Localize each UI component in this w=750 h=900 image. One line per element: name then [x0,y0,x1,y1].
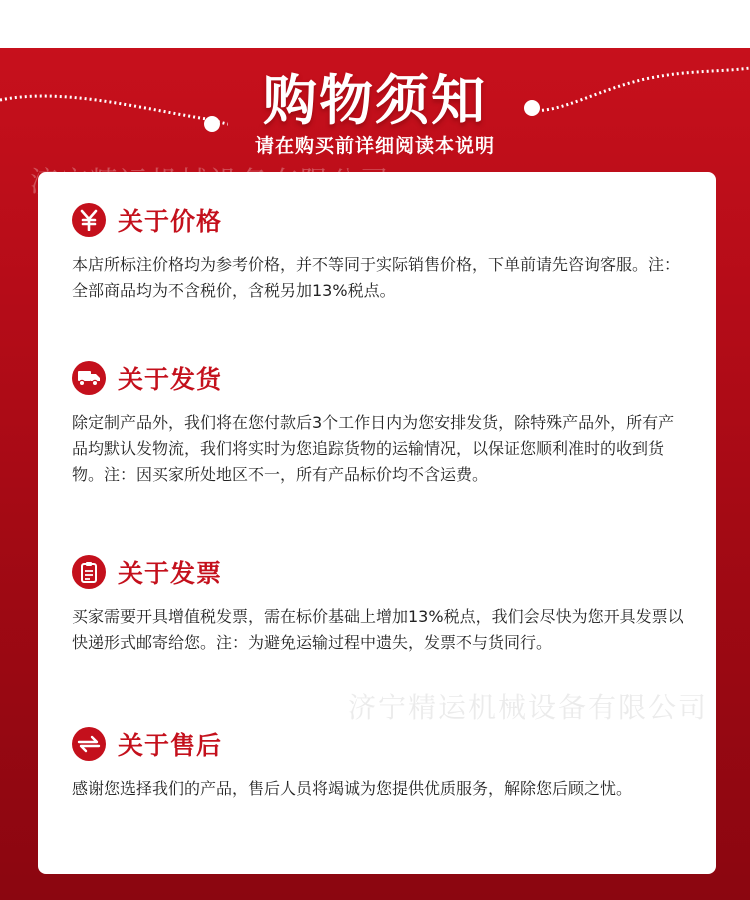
watermark: 济宁精运机械设备有限公司 [30,165,391,198]
section-title: 关于售后 [118,731,223,760]
notice-card [38,172,716,874]
section-title: 关于发货 [118,365,223,394]
section-header [72,554,222,590]
section-header [72,360,222,396]
section-header [72,202,222,238]
section-body: 买家需要开具增值税发票，需在标价基础上增加13%税点，我们会尽快为您开具发票以快递形式邮寄给您。注：为避免运输过程中遗失，发票不与货同行。 [72,607,684,652]
yuan-icon [72,203,106,237]
section-body: 感谢您选择我们的产品，售后人员将竭诚为您提供优质服务，解除您后顾之忧。 [72,779,633,798]
watermark: 济宁精运机械设备有限公司 [348,691,709,724]
clipboard-icon [72,555,106,589]
exchange-arrows-icon [72,727,106,761]
section-body: 本店所标注价格均为参考价格，并不等同于实际销售价格，下单前请先咨询客服。注：全部商品均为不含税价，含税另加13%税点。 [72,255,681,300]
section-header [72,726,222,762]
section-body: 除定制产品外，我们将在您付款后3个工作日内为您安排发货，除特殊产品外，所有产品均默认发物流，我们将实时为您追踪货物的运输情况，以保证您顺利准时的收到货物。注：因买家所处地区不一，所有产品标价均不含运费。 [72,413,675,484]
section-title: 关于价格 [118,207,223,236]
page-subtitle: 请在购买前详细阅读本说明 [254,135,495,157]
page-title: 购物须知 [263,69,487,132]
section-title: 关于发票 [118,559,223,588]
delivery-truck-icon [72,361,106,395]
